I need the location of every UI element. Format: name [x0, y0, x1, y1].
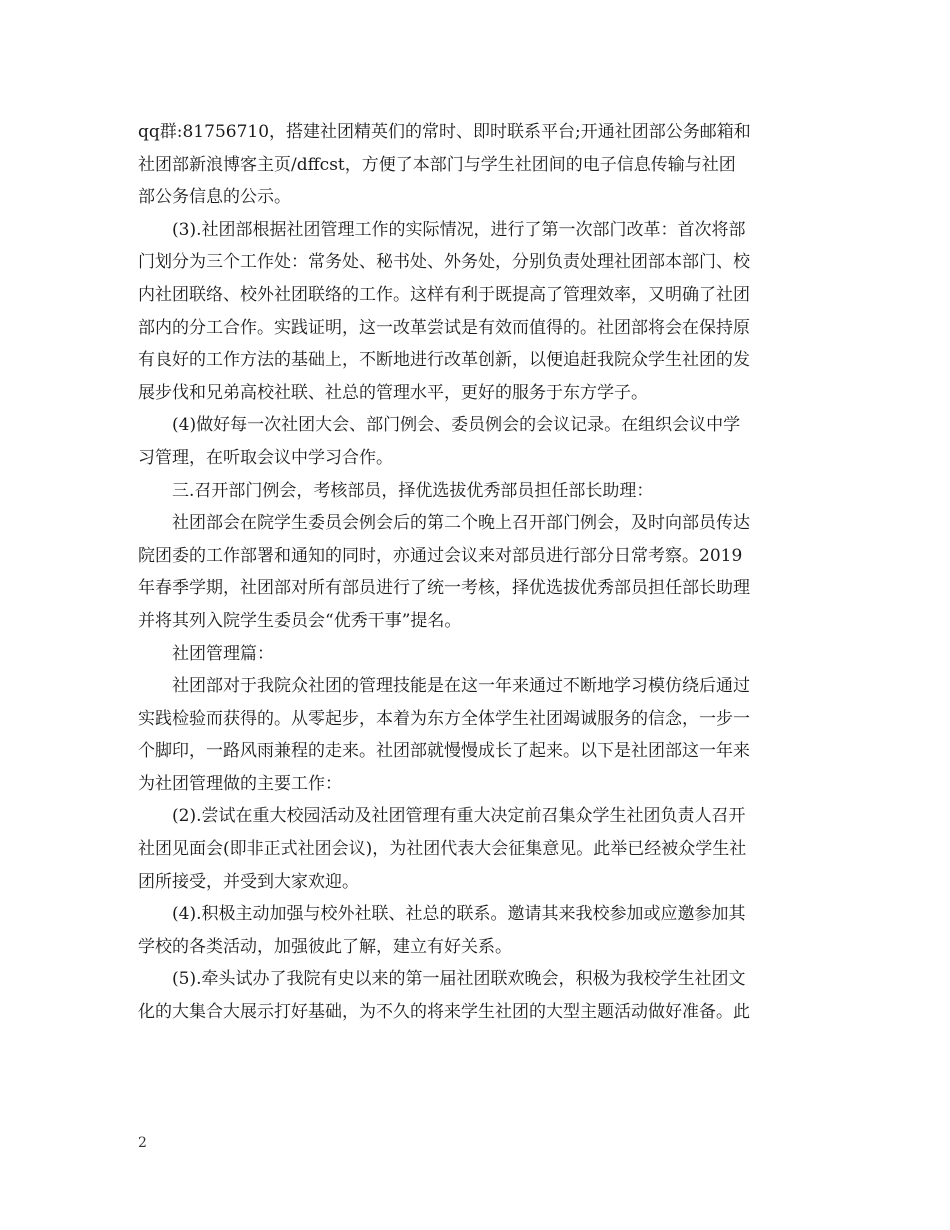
page-number: 2 — [138, 1135, 147, 1151]
text-line: 社团管理篇： — [172, 643, 274, 664]
text-line: 年春季学期，社团部对所有部员进行了统一考核，择优选拔优秀部员担任部长助理 — [138, 578, 750, 599]
paragraph — [138, 116, 818, 214]
paragraph — [138, 963, 818, 1028]
text-line: 有良好的工作方法的基础上，不断地进行改革创新，以便追赶我院众学生社团的发 — [138, 350, 750, 371]
paragraph — [138, 670, 818, 800]
text-line: 并将其列入院学生委员会“优秀干事”提名。 — [138, 610, 462, 631]
text-line: 三.召开部门例会，考核部员，择优选拔优秀部员担任部长助理： — [172, 480, 654, 501]
text-line: 社团部新浪博客主页/dffcst，方便了本部门与学生社团间的电子信息传输与社团 — [138, 154, 736, 175]
text-line: 社团见面会(即非正式社团会议)，为社团代表大会征集意见。此举已经被众学生社 — [138, 839, 747, 860]
paragraph — [138, 898, 818, 963]
text-line: 团所接受，并受到大家欢迎。 — [138, 871, 359, 892]
paragraph — [138, 214, 818, 410]
text-line: (3).社团部根据社团管理工作的实际情况，进行了第一次部门改革：首次将部 — [172, 219, 746, 240]
document-body — [138, 116, 818, 1029]
text-line: 实践检验而获得的。从零起步，本着为东方全体学生社团竭诚服务的信念，一步一 — [138, 708, 750, 729]
text-line: 院团委的工作部署和通知的同时，亦通过会议来对部员进行部分日常考察。2019 — [138, 545, 743, 566]
text-line: 社团部对于我院众社团的管理技能是在这一年来通过不断地学习模仿绕后通过 — [172, 676, 750, 697]
text-line: (4)做好每一次社团大会、部门例会、委员例会的会议记录。在组织会议中学 — [172, 415, 741, 436]
text-line: 习管理，在听取会议中学习合作。 — [138, 447, 393, 468]
text-line: 社团部会在院学生委员会例会后的第二个晚上召开部门例会，及时向部员传达 — [172, 513, 750, 534]
text-line: 学校的各类活动，加强彼此了解，建立有好关系。 — [138, 936, 512, 957]
text-line: 部公务信息的公示。 — [138, 187, 291, 208]
text-line: (5).牵头试办了我院有史以来的第一届社团联欢晚会，积极为我校学生社团文 — [172, 969, 746, 990]
text-line: 部内的分工合作。实践证明，这一改革尝试是有效而值得的。社团部将会在保持原 — [138, 317, 750, 338]
paragraph — [138, 409, 818, 474]
paragraph — [138, 507, 818, 637]
text-line: 展步伐和兄弟高校社联、社总的管理水平，更好的服务于东方学子。 — [138, 382, 648, 403]
text-line: (4).积极主动加强与校外社联、社总的联系。邀请其来我校参加或应邀参加其 — [172, 904, 746, 925]
text-line: (2).尝试在重大校园活动及社团管理有重大决定前召集众学生社团负责人召开 — [172, 806, 746, 827]
paragraph — [138, 800, 818, 898]
text-line: 内社团联络、校外社团联络的工作。这样有利于既提高了管理效率，又明确了社团 — [138, 284, 750, 305]
text-line: 化的大集合大展示打好基础，为不久的将来学生社团的大型主题活动做好准备。此 — [138, 1002, 750, 1023]
text-line: 个脚印，一路风雨兼程的走来。社团部就慢慢成长了起来。以下是社团部这一年来 — [138, 741, 750, 762]
text-line: 门划分为三个工作处：常务处、秘书处、外务处，分别负责处理社团部本部门、校 — [138, 252, 750, 273]
paragraph — [138, 638, 818, 671]
text-line: 为社团管理做的主要工作： — [138, 773, 342, 794]
text-line: qq群:81756710，搭建社团精英们的常时、即时联系平台;开通社团部公务邮箱和 — [138, 122, 751, 142]
paragraph — [138, 475, 818, 508]
